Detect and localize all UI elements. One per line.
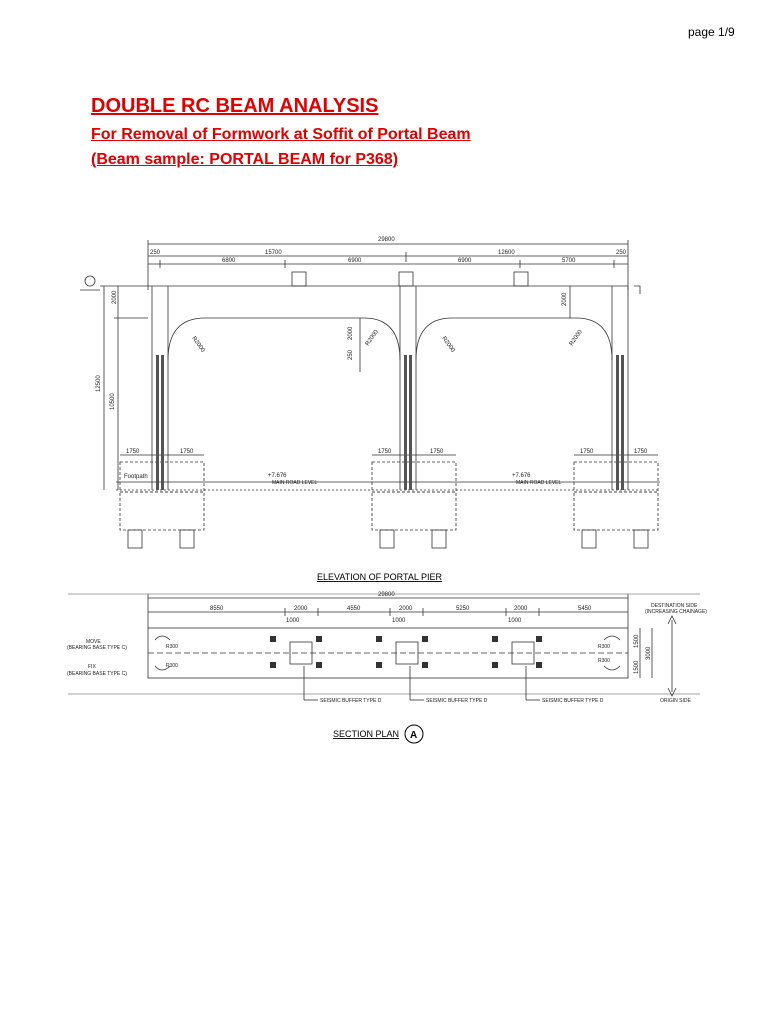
plan-dim-7: 5450 (578, 606, 592, 612)
fix-label: FIX (88, 664, 96, 670)
dim-1750-a: 1750 (126, 449, 140, 455)
dim-2000-left: 2000 (112, 290, 118, 304)
dim-1750-f: 1750 (634, 449, 648, 455)
bearing-label-1: (BEARING BASE TYPE C) (67, 645, 127, 651)
section-plan-caption: SECTION PLAN (333, 729, 400, 739)
document-subtitle: For Removal of Formwork at Soffit of Portal Beam (91, 126, 471, 143)
footpath-label: Footpath (124, 474, 148, 480)
dim-2000-right: 2000 (562, 292, 568, 306)
plan-dim-4: 2000 (399, 606, 413, 612)
bearing-label-2: (BEARING BASE TYPE C) (67, 671, 127, 677)
radius-r300-3: R300 (598, 644, 610, 650)
plan-dim-3: 4550 (347, 606, 361, 612)
destination-side-label: DESTINATION SIDE (651, 603, 698, 609)
dim-1750-e: 1750 (580, 449, 594, 455)
origin-side-label: ORIGIN SIDE (660, 698, 691, 704)
document-title: DOUBLE RC BEAM ANALYSIS (91, 95, 379, 117)
radius-left: R2000 (190, 335, 206, 354)
dim-10500: 10500 (110, 393, 116, 410)
radius-r300-1: R300 (166, 644, 178, 650)
elevation-caption: ELEVATION OF PORTAL PIER (317, 572, 443, 582)
level-left-label: MAIN ROAD LEVEL (272, 480, 318, 486)
level-right: +7.676 (512, 473, 531, 479)
plan-dim-1000-a: 1000 (286, 618, 300, 624)
plan-dim-5: 5250 (456, 606, 470, 612)
dim-250-left: 250 (150, 250, 161, 256)
dim-5700: 5700 (562, 258, 576, 264)
dim-6900-a: 6900 (348, 258, 362, 264)
dim-250-mid: 250 (348, 349, 354, 360)
plan-dim-1000-c: 1000 (508, 618, 522, 624)
plan-dim-1000-b: 1000 (392, 618, 406, 624)
dim-1750-b: 1750 (180, 449, 194, 455)
section-marker-label: A (410, 730, 418, 741)
move-label: MOVE (86, 639, 101, 645)
increasing-chainage-label: (INCREASING CHAINAGE) (645, 609, 707, 615)
level-right-label: MAIN ROAD LEVEL (516, 480, 562, 486)
plan-dim-2: 2000 (294, 606, 308, 612)
beam-sample-subtitle: (Beam sample: PORTAL BEAM for P368) (91, 151, 399, 168)
dim-15700: 15700 (265, 250, 282, 256)
radius-mid-right: R2000 (440, 335, 456, 354)
plan-dim-1: 8550 (210, 606, 224, 612)
dim-250-right: 250 (616, 250, 627, 256)
plan-dim-1500-a: 1500 (634, 634, 640, 648)
plan-dim-3000: 3000 (646, 646, 652, 660)
radius-r300-2: R300 (166, 663, 178, 669)
plan-overall: 29800 (378, 592, 395, 598)
dim-12600: 12600 (498, 250, 515, 256)
page-number: page 1/9 (688, 25, 735, 39)
plan-dim-1500-b: 1500 (634, 660, 640, 674)
dim-2000-mid: 2000 (348, 326, 354, 340)
seismic-buffer-1: SEISMIC BUFFER TYPE D (320, 698, 382, 704)
plan-dim-6: 2000 (514, 606, 528, 612)
dim-12500: 12500 (96, 375, 102, 392)
radius-mid-left: R2000 (364, 329, 380, 348)
dim-6800: 6800 (222, 258, 236, 264)
dim-overall: 29800 (378, 237, 395, 243)
radius-r300-4: R300 (598, 658, 610, 664)
radius-right: R2000 (568, 329, 584, 348)
dim-1750-d: 1750 (430, 449, 444, 455)
level-left: +7.676 (268, 473, 287, 479)
dim-6900-b: 6900 (458, 258, 472, 264)
seismic-buffer-3: SEISMIC BUFFER TYPE D (542, 698, 604, 704)
dim-1750-c: 1750 (378, 449, 392, 455)
seismic-buffer-2: SEISMIC BUFFER TYPE D (426, 698, 488, 704)
